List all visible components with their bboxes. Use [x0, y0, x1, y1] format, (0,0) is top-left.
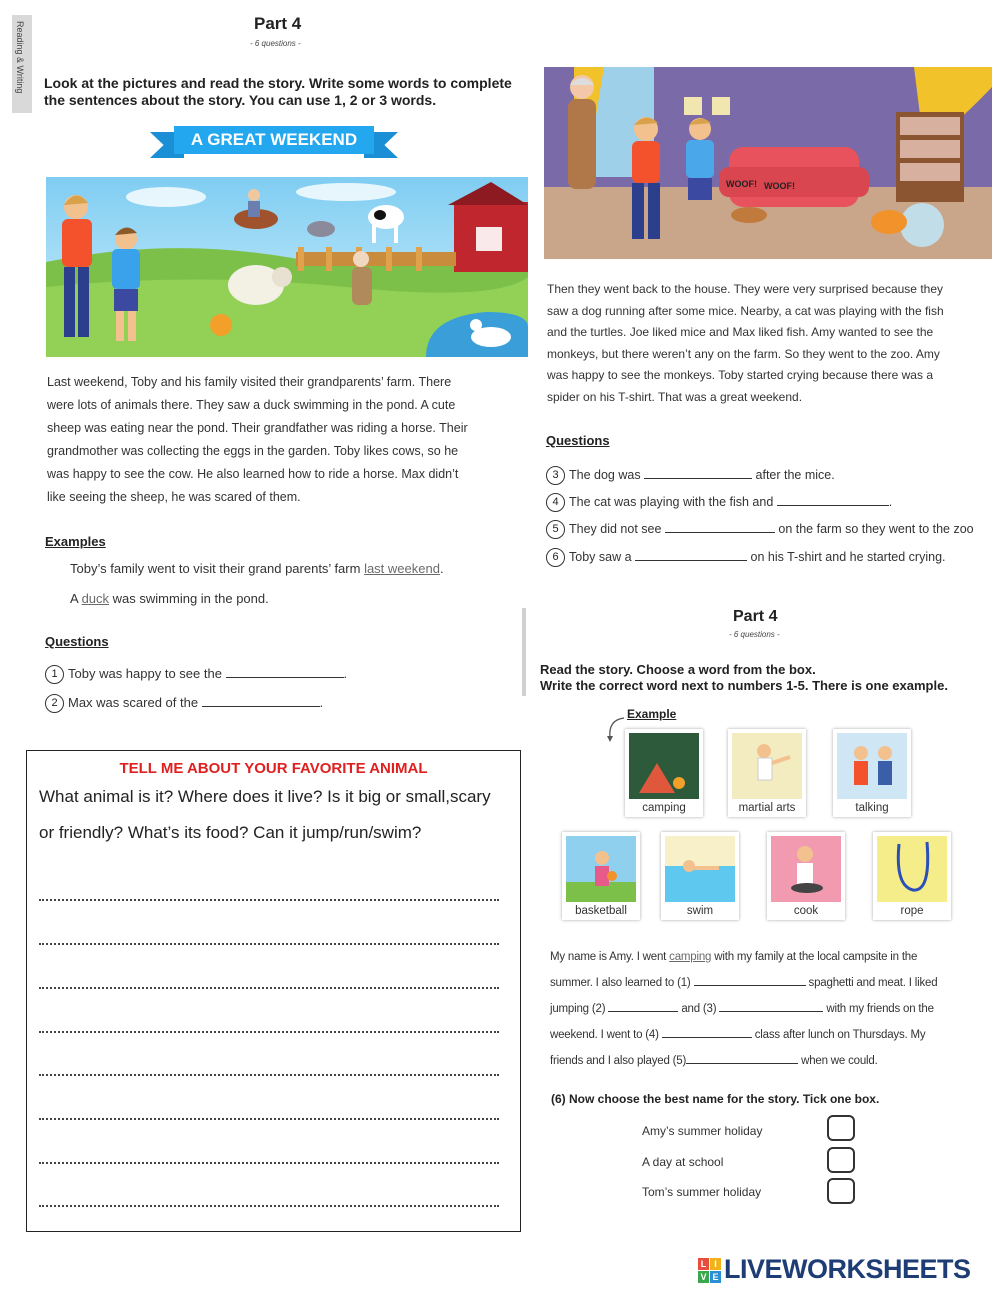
part-title: Part 4 — [254, 14, 302, 33]
side-tab — [12, 15, 32, 113]
example-1: Toby’s family went to visit their grand parents’ farm last weekend. — [70, 561, 444, 576]
question-4: 4 The cat was playing with the fish and . — [546, 493, 892, 512]
example-1-answer: last weekend — [364, 561, 440, 576]
instruction-2-line-2: Write the correct word next to numbers 1-5. There is one example. — [540, 678, 948, 693]
story-line: and the turtles. Joe liked mice and Max liked fish. Amy wanted to see the — [547, 325, 934, 339]
story-line: monkeys, but there weren’t any on the farm. So they went to the zoo. Amy — [547, 346, 940, 361]
banner-title: A GREAT WEEKEND — [174, 126, 374, 154]
writing-line[interactable] — [39, 1031, 499, 1033]
camping-picture — [629, 733, 699, 799]
story-line: spider on his T-shirt. That was a great weekend. — [547, 389, 803, 404]
picture-card-cook[interactable] — [767, 832, 845, 920]
part-subtitle-2: - 6 questions - — [729, 630, 780, 639]
question-1: 1 Toby was happy to see the . — [45, 665, 347, 684]
answer-blank-4[interactable] — [777, 494, 889, 506]
amy-story-line-3: jumping (2) and (3) with my friends on the — [550, 996, 995, 1022]
amy-story — [550, 944, 995, 1074]
tick-box-3[interactable] — [827, 1178, 855, 1204]
side-tab-label: Reading & Writing — [15, 21, 25, 94]
questions-heading-right: Questions — [546, 433, 610, 448]
story-line: grandmother was collecting the eggs in the garden. Toby likes cows, so he — [47, 444, 459, 458]
picture-card-swim[interactable] — [661, 832, 739, 920]
amy-story-line-2: summer. I also learned to (1) spaghetti and meat. I liked — [550, 970, 995, 996]
story-line: saw a dog running after some mice. Nearby, a cat was playing with the fish — [547, 303, 944, 318]
writing-line[interactable] — [39, 1118, 499, 1120]
example-2: A duck was swimming in the pond. — [70, 591, 269, 606]
story-line: Then they went back to the house. They were very surprised because they — [547, 282, 943, 296]
picture-label: camping — [642, 802, 686, 814]
picture-label: basketball — [575, 905, 627, 917]
writing-line[interactable] — [39, 987, 499, 989]
tick-box-1[interactable] — [827, 1115, 855, 1141]
basketball-picture — [566, 836, 636, 902]
question-6: 6 Toby saw a on his T-shirt and he started crying. — [546, 548, 946, 567]
answer-blank-6[interactable] — [635, 549, 747, 561]
amy-blank-2[interactable] — [608, 1000, 678, 1012]
picture-label: talking — [855, 802, 889, 814]
logo-tile: L — [698, 1258, 709, 1270]
amy-blank-1[interactable] — [694, 974, 806, 986]
option-label-3: Tom’s summer holiday — [642, 1185, 762, 1199]
picture-label: cook — [793, 905, 819, 917]
question-2: 2 Max was scared of the . — [45, 694, 323, 713]
woof-text-1: WOOF! — [726, 179, 757, 189]
question-number: 1 — [45, 665, 64, 684]
favorite-animal-box — [26, 750, 521, 1232]
example-2-answer: duck — [81, 591, 110, 606]
favorite-animal-prompt: What animal is it? Where does it live? Is it big or small,scary or friendly? What’s its food? Can it jump/run/swim? — [39, 787, 491, 842]
woof-text-2: WOOF! — [764, 181, 795, 191]
story-line: was happy to see the cow. He also learned how to ride a horse. Max didn’t — [47, 467, 459, 481]
house-illustration — [544, 67, 992, 259]
picture-label: martial arts — [738, 802, 796, 814]
logo-tile: I — [710, 1258, 721, 1270]
answer-blank-2[interactable] — [202, 695, 320, 707]
liveworksheets-logo-tiles — [698, 1258, 722, 1284]
writing-line[interactable] — [39, 1074, 499, 1076]
part-subtitle: - 6 questions - — [250, 39, 301, 48]
swim-picture — [665, 836, 735, 902]
questions-heading-left: Questions — [45, 634, 109, 649]
liveworksheets-logo-text: LIVEWORKSHEETS — [724, 1254, 971, 1284]
amy-story-line-5: friends and I also played (5) when we could. — [550, 1048, 995, 1074]
story-line: like seeing the sheep, he was scared of them. — [47, 490, 301, 504]
writing-line[interactable] — [39, 899, 499, 901]
part-title-2: Part 4 — [733, 608, 778, 625]
picture-card-rope[interactable] — [873, 832, 951, 920]
section-divider — [522, 608, 526, 696]
cook-picture — [771, 836, 841, 902]
instruction-line-2: the sentences about the story. You can use 1, 2 or 3 words. — [44, 92, 437, 108]
story-text-right — [547, 279, 997, 408]
question-3: 3 The dog was after the mice. — [546, 466, 835, 485]
amy-blank-4[interactable] — [662, 1026, 752, 1038]
logo-tile: E — [710, 1271, 721, 1283]
story-text-left — [47, 371, 527, 509]
answer-blank-3[interactable] — [644, 467, 752, 479]
option-label-2: A day at school — [642, 1155, 724, 1169]
rope-picture — [877, 836, 947, 902]
question-number: 5 — [546, 520, 565, 539]
question-number: 3 — [546, 466, 565, 485]
instruction-2-line-1: Read the story. Choose a word from the box. — [540, 662, 816, 677]
answer-blank-5[interactable] — [665, 521, 775, 533]
amy-blank-5[interactable] — [686, 1052, 798, 1064]
writing-line[interactable] — [39, 943, 499, 945]
amy-example-answer: camping — [669, 951, 712, 963]
amy-story-line-1: My name is Amy. I went camping with my family at the local campsite in the — [550, 951, 918, 963]
picture-card-martial-arts[interactable] — [728, 729, 806, 817]
question-number: 2 — [45, 694, 64, 713]
story-line: sheep was eating near the pond. Their grandfather was riding a horse. Their — [47, 421, 468, 435]
choose-name-heading: (6) Now choose the best name for the story. Tick one box. — [551, 1092, 880, 1106]
instruction-line-1: Look at the pictures and read the story. Write some words to complete — [44, 75, 512, 91]
picture-card-talking[interactable] — [833, 729, 911, 817]
example-label: Example — [627, 707, 677, 721]
story-line: Last weekend, Toby and his family visited their grandparents’ farm. There — [47, 375, 452, 389]
story-line: was happy to see the monkeys. Toby started crying because there was a — [547, 368, 933, 382]
answer-blank-1[interactable] — [226, 666, 344, 678]
option-label-1: Amy’s summer holiday — [642, 1124, 763, 1138]
writing-line[interactable] — [39, 1162, 499, 1164]
logo-tile: V — [698, 1271, 709, 1283]
tick-box-2[interactable] — [827, 1147, 855, 1173]
amy-blank-3[interactable] — [719, 1000, 823, 1012]
favorite-animal-title: TELL ME ABOUT YOUR FAVORITE ANIMAL — [119, 760, 428, 777]
talking-picture — [837, 733, 907, 799]
amy-story-line-4: weekend. I went to (4) class after lunch on Thursdays. My — [550, 1022, 995, 1048]
martial-arts-picture — [732, 733, 802, 799]
story-banner — [150, 124, 398, 160]
question-number: 4 — [546, 493, 565, 512]
picture-card-basketball[interactable] — [562, 832, 640, 920]
question-number: 6 — [546, 548, 565, 567]
picture-label: swim — [686, 905, 714, 917]
examples-heading: Examples — [45, 534, 106, 549]
question-5: 5 They did not see on the farm so they went to the zoo — [546, 520, 974, 539]
story-line: were lots of animals there. They saw a duck swimming in the pond. A cute — [47, 398, 456, 412]
picture-card-camping[interactable] — [625, 729, 703, 817]
picture-label: rope — [900, 905, 924, 917]
farm-illustration — [46, 177, 528, 357]
writing-line[interactable] — [39, 1205, 499, 1207]
